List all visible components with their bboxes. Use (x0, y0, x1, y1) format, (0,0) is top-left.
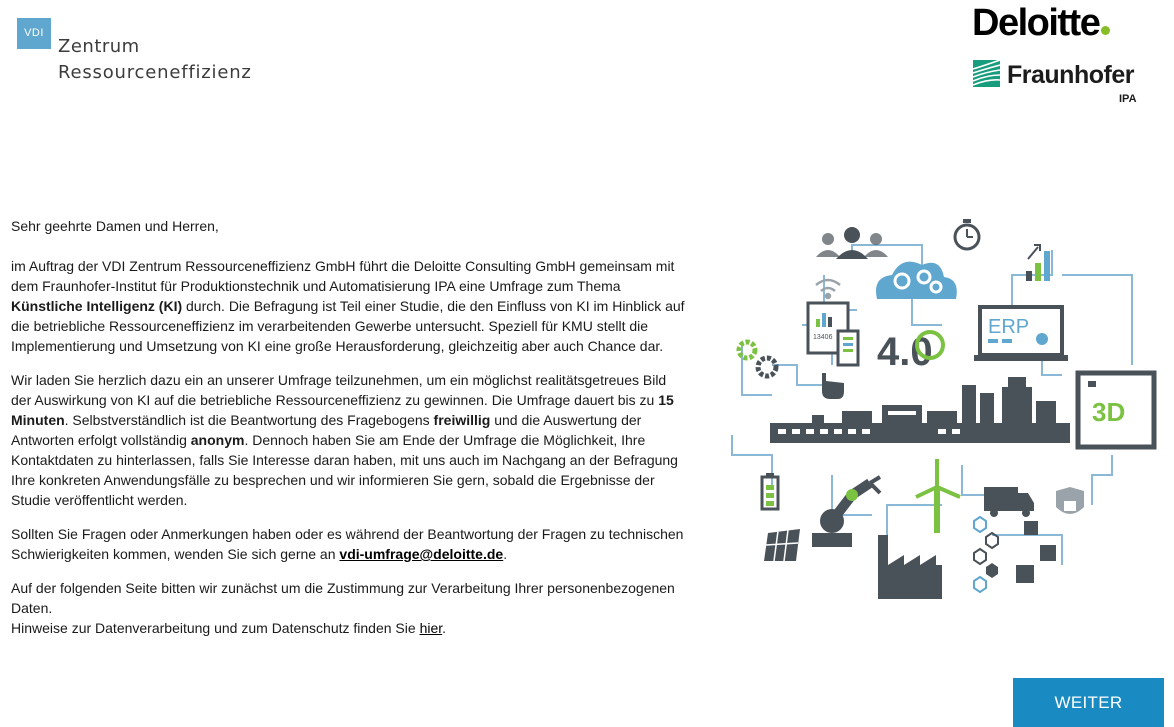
fraunhofer-ipa-text: IPA (1119, 93, 1137, 105)
vdi-logo-text-line1: Zentrum (58, 36, 140, 57)
microchip-icon (1016, 521, 1056, 583)
deloitte-green-dot (1101, 26, 1110, 35)
wifi-icon (816, 280, 840, 298)
gears-icon (739, 342, 776, 376)
privacy-paragraph: Auf der folgenden Seite bitten wir zunächst um die Zustimmung zur Verarbeitung Ihrer personenbezogenen Daten. Hinweise zur Datenverarbeitung und zum Datenschutz finden Sie hier. (11, 580, 675, 636)
deloitte-logo (972, 2, 1110, 45)
erp-monitor-icon (974, 307, 1068, 361)
growth-chart-icon (1026, 245, 1050, 281)
truck-icon (984, 487, 1034, 517)
deloitte-logo-text: Deloitte (972, 2, 1100, 44)
topic-highlight: Künstliche Intelligenz (KI) (11, 298, 183, 314)
intro-paragraph-1: im Auftrag der VDI Zentrum Ressourceneffizienz GmbH führt die Deloitte Consulting GmbH gemeinsam mit dem Fraunhofer-Institut für Produktionstechnik und Automatisierung IPA eine Umfrage zum Thema Künstliche Intelligenz (KI) durch. Die Befragung ist Teil einer Studie, die den Einfluss von KI im Hinblick auf die betriebliche Ressourceneffizienz im verarbeitenden Gewerbe untersucht. Speziell für KMU stellt die Implementierung und Umsetzung von KI eine große Herausforderung, gleichzeitig aber auch Chance dar. (11, 258, 685, 354)
network-hexagons-icon (974, 517, 998, 592)
privacy-link[interactable]: hier (419, 620, 443, 636)
greeting: Sehr geehrte Damen und Herren, (11, 218, 219, 234)
hand-pointer-icon (822, 373, 844, 399)
solar-panel-icon (764, 529, 800, 561)
intro-paragraph-2: Wir laden Sie herzlich dazu ein an unserer Umfrage teilzunehmen, um ein möglichst realitätsgetreues Bild der Auswirkung von KI auf die betriebliche Ressourceneffizienz zu gewinnen. Die Umfrage dauert bis zu 15 Minuten. Selbstverständlich ist die Beantwortung des Fragebogens freiwillig und die Auswertung der Antworten erfolgt vollständig anonym. Dennoch haben Sie am Ende der Umfrage die Möglichkeit, Ihre Kontaktdaten zu hinterlassen, falls Sie Interesse daran haben, mit uns auch im Nachgang an der Befragung Ihre konkreten Anwendungsfälle zu besprechen und wir informieren Sie gern, sobald die Ergebnisse der Studie veröffentlicht werden. (11, 372, 678, 508)
voluntary-highlight: freiwillig (433, 412, 491, 428)
factory-chimney-icon (878, 535, 942, 599)
contact-paragraph: Sollten Sie Fragen oder Anmerkungen haben oder es während der Beantwortung der Fragen zu technischen Schwierigkeiten kommen, wenden Sie sich gerne an vdi-umfrage@deloitte.de. (11, 526, 684, 562)
fraunhofer-logo-text: Fraunhofer (1007, 61, 1134, 89)
cloud-gears-icon (876, 262, 957, 299)
industry-4-illustration (712, 215, 1167, 600)
survey-intro-text (11, 216, 686, 652)
industry-4-0-label: 4.0 (877, 330, 933, 374)
tablet-number: 13406 (813, 334, 833, 341)
anonymous-highlight: anonym (190, 432, 245, 448)
wind-turbine-icon (916, 459, 960, 533)
fraunhofer-mark-icon (973, 60, 1000, 87)
robot-arm-icon (812, 477, 880, 547)
stopwatch-icon (955, 219, 979, 249)
erp-label: ERP (988, 316, 1030, 338)
security-shield-icon (1056, 487, 1084, 514)
3d-printer-icon (1078, 373, 1154, 447)
next-button[interactable]: WEITER (1013, 678, 1164, 727)
vdi-logo-box: VDI (17, 18, 51, 49)
industry-4-0-icon (877, 330, 943, 374)
contact-email-link[interactable]: vdi-umfrage@deloitte.de (339, 546, 504, 562)
people-icon (816, 227, 888, 259)
factory-icon (770, 377, 1070, 443)
vdi-logo-text-line2: Ressourceneffizienz (58, 62, 252, 83)
battery-icon (762, 473, 778, 509)
3d-label: 3D (1092, 397, 1126, 427)
duration-highlight: 15 Minuten (11, 392, 674, 428)
